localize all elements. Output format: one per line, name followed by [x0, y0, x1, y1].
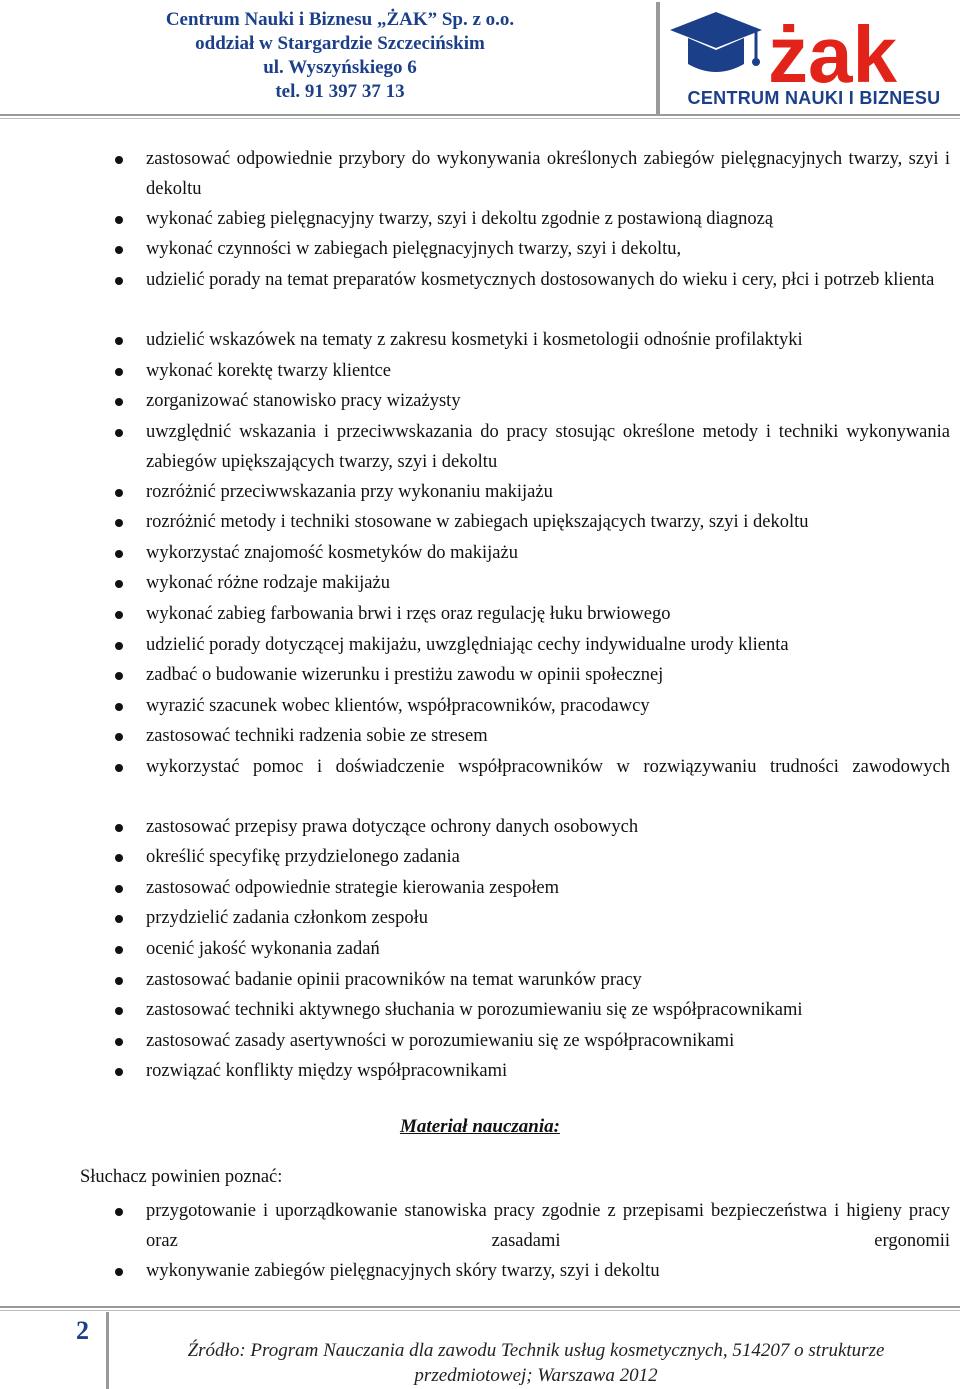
bullet-icon	[115, 854, 123, 862]
company-phone: tel. 91 397 37 13	[275, 81, 405, 102]
logo-tagline: CENTRUM NAUKI I BIZNESU	[687, 88, 941, 108]
list-item: udzielić porady na temat preparatów kosmetycznych dostosowanych do wieku i cery, płci i potrzeb klienta	[146, 266, 950, 296]
list-item: zadbać o budowanie wizerunku i prestiżu zawodu w opinii społecznej	[146, 661, 950, 691]
bullet-icon	[115, 337, 123, 345]
header-rule	[0, 114, 960, 116]
bullet-icon	[115, 368, 123, 376]
list-item: wykonać korektę twarzy klientce	[146, 357, 950, 387]
list-item: zastosować techniki radzenia sobie ze stresem	[146, 722, 950, 752]
company-address-block	[90, 8, 590, 104]
company-branch: oddział w Stargardzie Szczecińskim	[195, 33, 485, 54]
company-street: ul. Wyszyńskiego 6	[263, 57, 417, 78]
header-vertical-divider	[656, 2, 660, 116]
bullet-icon	[115, 977, 123, 985]
source-citation-line2: przedmiotowej; Warszawa 2012	[414, 1365, 658, 1386]
page-header	[0, 0, 960, 120]
bullet-icon	[115, 1007, 123, 1015]
bullet-icon	[115, 642, 123, 650]
list-item: zorganizować stanowisko pracy wizażysty	[146, 387, 950, 417]
bullet-icon	[115, 1208, 123, 1216]
list-item: zastosować odpowiednie strategie kierowania zespołem	[146, 874, 950, 904]
list-item: wykonywanie zabiegów pielęgnacyjnych skóry twarzy, szyi i dekoltu	[146, 1257, 950, 1287]
bullet-icon	[115, 885, 123, 893]
bullet-icon	[115, 550, 123, 558]
footer-rule-thin	[0, 1310, 960, 1311]
bullet-icon	[115, 429, 123, 437]
list-item: wykonać zabieg farbowania brwi i rzęs oraz regulację łuku brwiowego	[146, 600, 950, 630]
list-item: zastosować badanie opinii pracowników na temat warunków pracy	[146, 966, 950, 996]
section-intro: Słuchacz powinien poznać:	[80, 1167, 283, 1187]
bullet-icon	[115, 216, 123, 224]
list-item: rozróżnić przeciwwskazania przy wykonaniu makijażu	[146, 478, 950, 508]
footer-rule	[0, 1306, 960, 1308]
list-item: przydzielić zadania członkom zespołu	[146, 904, 950, 934]
list-item: udzielić porady dotyczącej makijażu, uwzględniając cechy indywidualne urody klienta	[146, 631, 950, 661]
list-item: wyrazić szacunek wobec klientów, współpracowników, pracodawcy	[146, 692, 950, 722]
section-heading-material: Materiał nauczania:	[400, 1116, 560, 1137]
list-item: wykonać zabieg pielęgnacyjny twarzy, szyi i dekoltu zgodnie z postawioną diagnozą	[146, 205, 950, 235]
bullet-icon	[115, 277, 123, 285]
bullet-icon	[115, 764, 123, 772]
bullet-icon	[115, 611, 123, 619]
list-item: uwzględnić wskazania i przeciwwskazania do pracy stosując określone metody i techniki wykonywania zabiegów upiększających twarzy, szyi i dekoltu	[146, 418, 950, 477]
bullet-icon	[115, 672, 123, 680]
graduation-cap-icon	[670, 12, 762, 72]
bullet-icon	[115, 946, 123, 954]
list-item: określić specyfikę przydzielonego zadania	[146, 843, 950, 873]
bullet-icon	[115, 156, 123, 164]
list-item: wykonać czynności w zabiegach pielęgnacyjnych twarzy, szyi i dekoltu,	[146, 235, 950, 265]
footer-vertical-divider	[106, 1312, 109, 1389]
bullet-icon	[115, 246, 123, 254]
list-item: przygotowanie i uporządkowanie stanowiska pracy zgodnie z przepisami bezpieczeństwa i higieny pracy oraz zasadami ergonomii	[146, 1197, 950, 1256]
list-item: rozwiązać konflikty między współpracownikami	[146, 1057, 950, 1087]
page-number: 2	[76, 1316, 89, 1345]
bullet-icon	[115, 1268, 123, 1276]
list-item: zastosować zasady asertywności w porozumiewaniu się ze współpracownikami	[146, 1027, 950, 1057]
list-item: wykorzystać znajomość kosmetyków do makijażu	[146, 539, 950, 569]
header-rule-thin	[0, 118, 960, 119]
bullet-icon	[115, 519, 123, 527]
bullet-icon	[115, 1038, 123, 1046]
list-item: udzielić wskazówek na tematy z zakresu kosmetyki i kosmetologii odnośnie profilaktyki	[146, 326, 950, 356]
bullet-icon	[115, 489, 123, 497]
bullet-icon	[115, 580, 123, 588]
bullet-icon	[115, 733, 123, 741]
list-item: zastosować techniki aktywnego słuchania w porozumiewaniu się ze współpracownikami	[146, 996, 950, 1026]
list-item: wykorzystać pomoc i doświadczenie współpracowników w rozwiązywaniu trudności zawodowych	[146, 753, 950, 783]
list-item: ocenić jakość wykonania zadań	[146, 935, 950, 965]
list-item: zastosować przepisy prawa dotyczące ochrony danych osobowych	[146, 813, 950, 843]
bullet-icon	[115, 398, 123, 406]
logo-wordmark: żak	[768, 10, 897, 99]
bullet-icon	[115, 703, 123, 711]
bullet-icon	[115, 1068, 123, 1076]
company-name: Centrum Nauki i Biznesu „ŻAK” Sp. z o.o.	[165, 9, 515, 30]
list-item: zastosować odpowiednie przybory do wykonywania określonych zabiegów pielęgnacyjnych twarzy, szyi i dekoltu	[146, 145, 950, 204]
bullet-icon	[115, 824, 123, 832]
source-citation	[116, 1338, 956, 1388]
source-citation-line1: Źródło: Program Nauczania dla zawodu Technik usług kosmetycznych, 514207 o strukturze	[187, 1340, 885, 1361]
bullet-icon	[115, 915, 123, 923]
list-item: wykonać różne rodzaje makijażu	[146, 569, 950, 599]
list-item: rozróżnić metody i techniki stosowane w zabiegach upiększających twarzy, szyi i dekoltu	[146, 508, 950, 538]
